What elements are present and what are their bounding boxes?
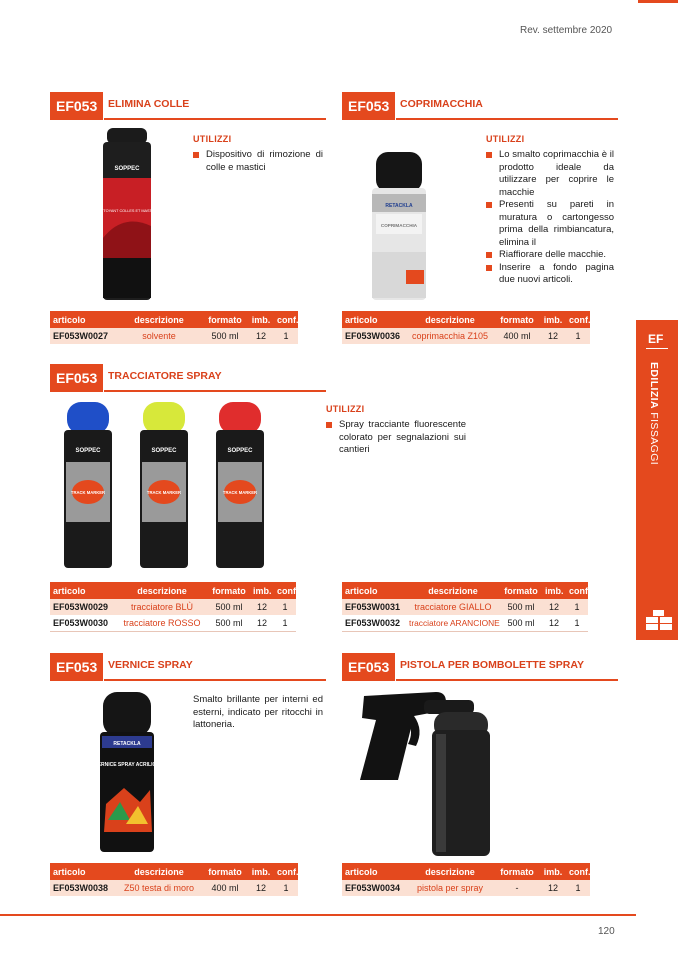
vernice-description: Smalto brillante per interni ed esterni, indicato per ritocchi in lattoneria. <box>193 694 323 730</box>
article-code: EF053W0032 <box>342 615 406 631</box>
article-table-tracciatore-left <box>50 582 299 632</box>
col-descrizione: descrizione <box>406 311 494 328</box>
article-table-pistola <box>342 863 590 896</box>
table-header-row <box>50 863 298 880</box>
usage-list-coprimacchia <box>486 149 614 287</box>
section-header-vernice <box>50 653 326 681</box>
article-table-coprimacchia <box>342 311 590 344</box>
article-imb: 12 <box>248 328 274 344</box>
table-header-row <box>342 863 590 880</box>
col-conf: conf. <box>566 311 590 328</box>
article-imb: 12 <box>250 599 274 615</box>
table-header-row <box>342 311 590 328</box>
article-imb: 12 <box>542 599 566 615</box>
article-imb: 12 <box>540 880 566 896</box>
article-code: EF053W0031 <box>342 599 406 615</box>
product-image-tracciatore-rosso <box>216 402 264 570</box>
article-table-vernice <box>50 863 298 896</box>
section-title: PISTOLA PER BOMBOLETTE SPRAY <box>400 659 584 671</box>
product-image-vernice <box>94 692 160 854</box>
can-label: COPRIMACCHIA <box>380 223 418 228</box>
usage-item: Inserire a fondo pagina due nuovi articoli. <box>486 262 614 287</box>
col-formato: formato <box>202 863 248 880</box>
tab-code: EF <box>648 332 664 346</box>
col-imb: imb. <box>248 863 274 880</box>
article-conf: 1 <box>274 880 298 896</box>
article-code: EF053W0030 <box>50 615 116 631</box>
bricks-icon <box>646 610 672 630</box>
section-header-tracciatore <box>50 364 326 392</box>
col-descrizione: descrizione <box>406 863 494 880</box>
can-brand: SOPPEC <box>151 448 177 454</box>
table-row <box>342 328 590 344</box>
usage-item: Presenti su pareti in muratura o cartongesso prima della rimbiancatura, elimina il <box>486 199 614 249</box>
can-label: TRACK MARKER <box>70 490 106 495</box>
top-accent-bar <box>638 0 678 3</box>
product-image-coprimacchia <box>372 152 426 302</box>
article-imb: 12 <box>540 328 566 344</box>
article-code: EF053W0029 <box>50 599 116 615</box>
product-image-tracciatore-giallo <box>140 402 188 570</box>
section-rule <box>396 118 618 120</box>
product-image-tracciatore-blu <box>64 402 112 570</box>
section-code: EF053 <box>50 364 103 392</box>
section-code: EF053 <box>342 653 395 681</box>
col-imb: imb. <box>540 863 566 880</box>
col-conf: conf. <box>566 582 588 599</box>
col-imb: imb. <box>540 311 566 328</box>
table-row <box>50 880 298 896</box>
col-formato: formato <box>494 311 540 328</box>
col-articolo: articolo <box>50 582 116 599</box>
utilizzi-label: UTILIZZI <box>326 404 365 414</box>
tab-subcategory: FISSAGGI <box>648 412 660 466</box>
can-brand: SOPPEC <box>75 448 101 454</box>
usage-item: Spray tracciante fluorescente colorato per segnalazioni sui cantieri <box>326 419 466 457</box>
article-conf: 1 <box>274 328 298 344</box>
article-code: EF053W0034 <box>342 880 406 896</box>
table-row <box>342 880 590 896</box>
section-rule <box>104 390 326 392</box>
section-header-pistola <box>342 653 618 681</box>
tab-category: EDILIZIA <box>648 362 660 409</box>
usage-list-tracciatore <box>326 419 466 457</box>
usage-item: Lo smalto coprimacchia è il prodotto ideale da utilizzare per coprire le macchie <box>486 149 614 199</box>
col-articolo: articolo <box>342 863 406 880</box>
col-formato: formato <box>500 582 542 599</box>
article-desc: tracciatore GIALLO <box>406 599 500 615</box>
can-brand: RETACKLA <box>113 741 141 747</box>
article-conf: 1 <box>274 615 296 631</box>
col-imb: imb. <box>248 311 274 328</box>
tab-category-text <box>648 362 660 465</box>
utilizzi-label: UTILIZZI <box>486 134 525 144</box>
article-formato: 500 ml <box>208 599 250 615</box>
col-formato: formato <box>202 311 248 328</box>
can-label: TRACK MARKER <box>222 490 258 495</box>
table-header-row <box>50 311 298 328</box>
section-header-coprimacchia <box>342 92 618 120</box>
section-code: EF053 <box>50 92 103 120</box>
article-conf: 1 <box>566 880 590 896</box>
section-title: VERNICE SPRAY <box>108 659 193 671</box>
can-label: NETTOYANT COLLES ET MASTICS <box>95 209 159 213</box>
article-formato: 500 ml <box>208 615 250 631</box>
article-imb: 12 <box>542 615 566 631</box>
article-desc: tracciatore BLÙ <box>116 599 208 615</box>
can-brand: RETACKLA <box>385 203 413 209</box>
section-rule <box>104 679 326 681</box>
tab-divider <box>646 348 668 349</box>
col-conf: conf. <box>274 582 296 599</box>
section-code: EF053 <box>50 653 103 681</box>
table-row <box>342 615 588 631</box>
section-header-elimina-colle <box>50 92 326 120</box>
article-imb: 12 <box>248 880 274 896</box>
can-label: VERNICE SPRAY ACRILICA <box>94 762 160 768</box>
article-table-tracciatore-right <box>342 582 591 632</box>
section-code: EF053 <box>342 92 395 120</box>
article-desc: tracciatore ROSSO <box>116 615 208 631</box>
col-formato: formato <box>494 863 540 880</box>
col-conf: conf. <box>274 311 298 328</box>
col-imb: imb. <box>250 582 274 599</box>
article-table-elimina <box>50 311 298 344</box>
section-title: COPRIMACCHIA <box>400 98 483 110</box>
product-image-elimina-colle <box>95 128 159 302</box>
can-brand: SOPPEC <box>114 166 140 172</box>
revision-date: Rev. settembre 2020 <box>520 25 613 36</box>
product-image-pistola <box>354 690 494 858</box>
article-formato: 500 ml <box>500 599 542 615</box>
bottom-rule <box>0 914 636 916</box>
col-conf: conf. <box>274 863 298 880</box>
article-formato: - <box>494 880 540 896</box>
utilizzi-label: UTILIZZI <box>193 134 232 144</box>
section-rule <box>396 679 618 681</box>
table-row <box>342 599 588 615</box>
usage-item: Dispositivo di rimozione di colle e mastici <box>193 149 323 174</box>
table-header-row <box>342 582 588 599</box>
article-desc: Z50 testa di moro <box>116 880 202 896</box>
col-imb: imb. <box>542 582 566 599</box>
page-number: 120 <box>598 926 615 937</box>
side-category-tab <box>636 320 678 640</box>
usage-item: Riaffiorare delle macchie. <box>486 249 614 262</box>
col-descrizione: descrizione <box>406 582 500 599</box>
can-brand: SOPPEC <box>227 448 253 454</box>
article-formato: 500 ml <box>202 328 248 344</box>
article-code: EF053W0027 <box>50 328 116 344</box>
section-title: TRACCIATORE SPRAY <box>108 370 222 382</box>
article-imb: 12 <box>250 615 274 631</box>
article-conf: 1 <box>566 599 588 615</box>
table-row <box>50 615 296 631</box>
table-header-row <box>50 582 296 599</box>
col-formato: formato <box>208 582 250 599</box>
col-articolo: articolo <box>342 311 406 328</box>
article-desc: tracciatore ARANCIONE <box>406 615 500 631</box>
article-desc: pistola per spray <box>406 880 494 896</box>
article-formato: 400 ml <box>494 328 540 344</box>
article-conf: 1 <box>566 615 588 631</box>
can-label: TRACK MARKER <box>146 490 182 495</box>
table-row <box>50 599 296 615</box>
table-row <box>50 328 298 344</box>
col-conf: conf. <box>566 863 590 880</box>
article-conf: 1 <box>274 599 296 615</box>
article-conf: 1 <box>566 328 590 344</box>
col-descrizione: descrizione <box>116 311 202 328</box>
article-formato: 400 ml <box>202 880 248 896</box>
article-desc: solvente <box>116 328 202 344</box>
col-articolo: articolo <box>50 311 116 328</box>
article-code: EF053W0038 <box>50 880 116 896</box>
col-descrizione: descrizione <box>116 863 202 880</box>
article-code: EF053W0036 <box>342 328 406 344</box>
col-articolo: articolo <box>342 582 406 599</box>
usage-list-elimina <box>193 149 323 174</box>
col-descrizione: descrizione <box>116 582 208 599</box>
article-desc: coprimacchia Z105 <box>406 328 494 344</box>
section-title: ELIMINA COLLE <box>108 98 190 110</box>
section-rule <box>104 118 326 120</box>
article-formato: 500 ml <box>500 615 542 631</box>
col-articolo: articolo <box>50 863 116 880</box>
